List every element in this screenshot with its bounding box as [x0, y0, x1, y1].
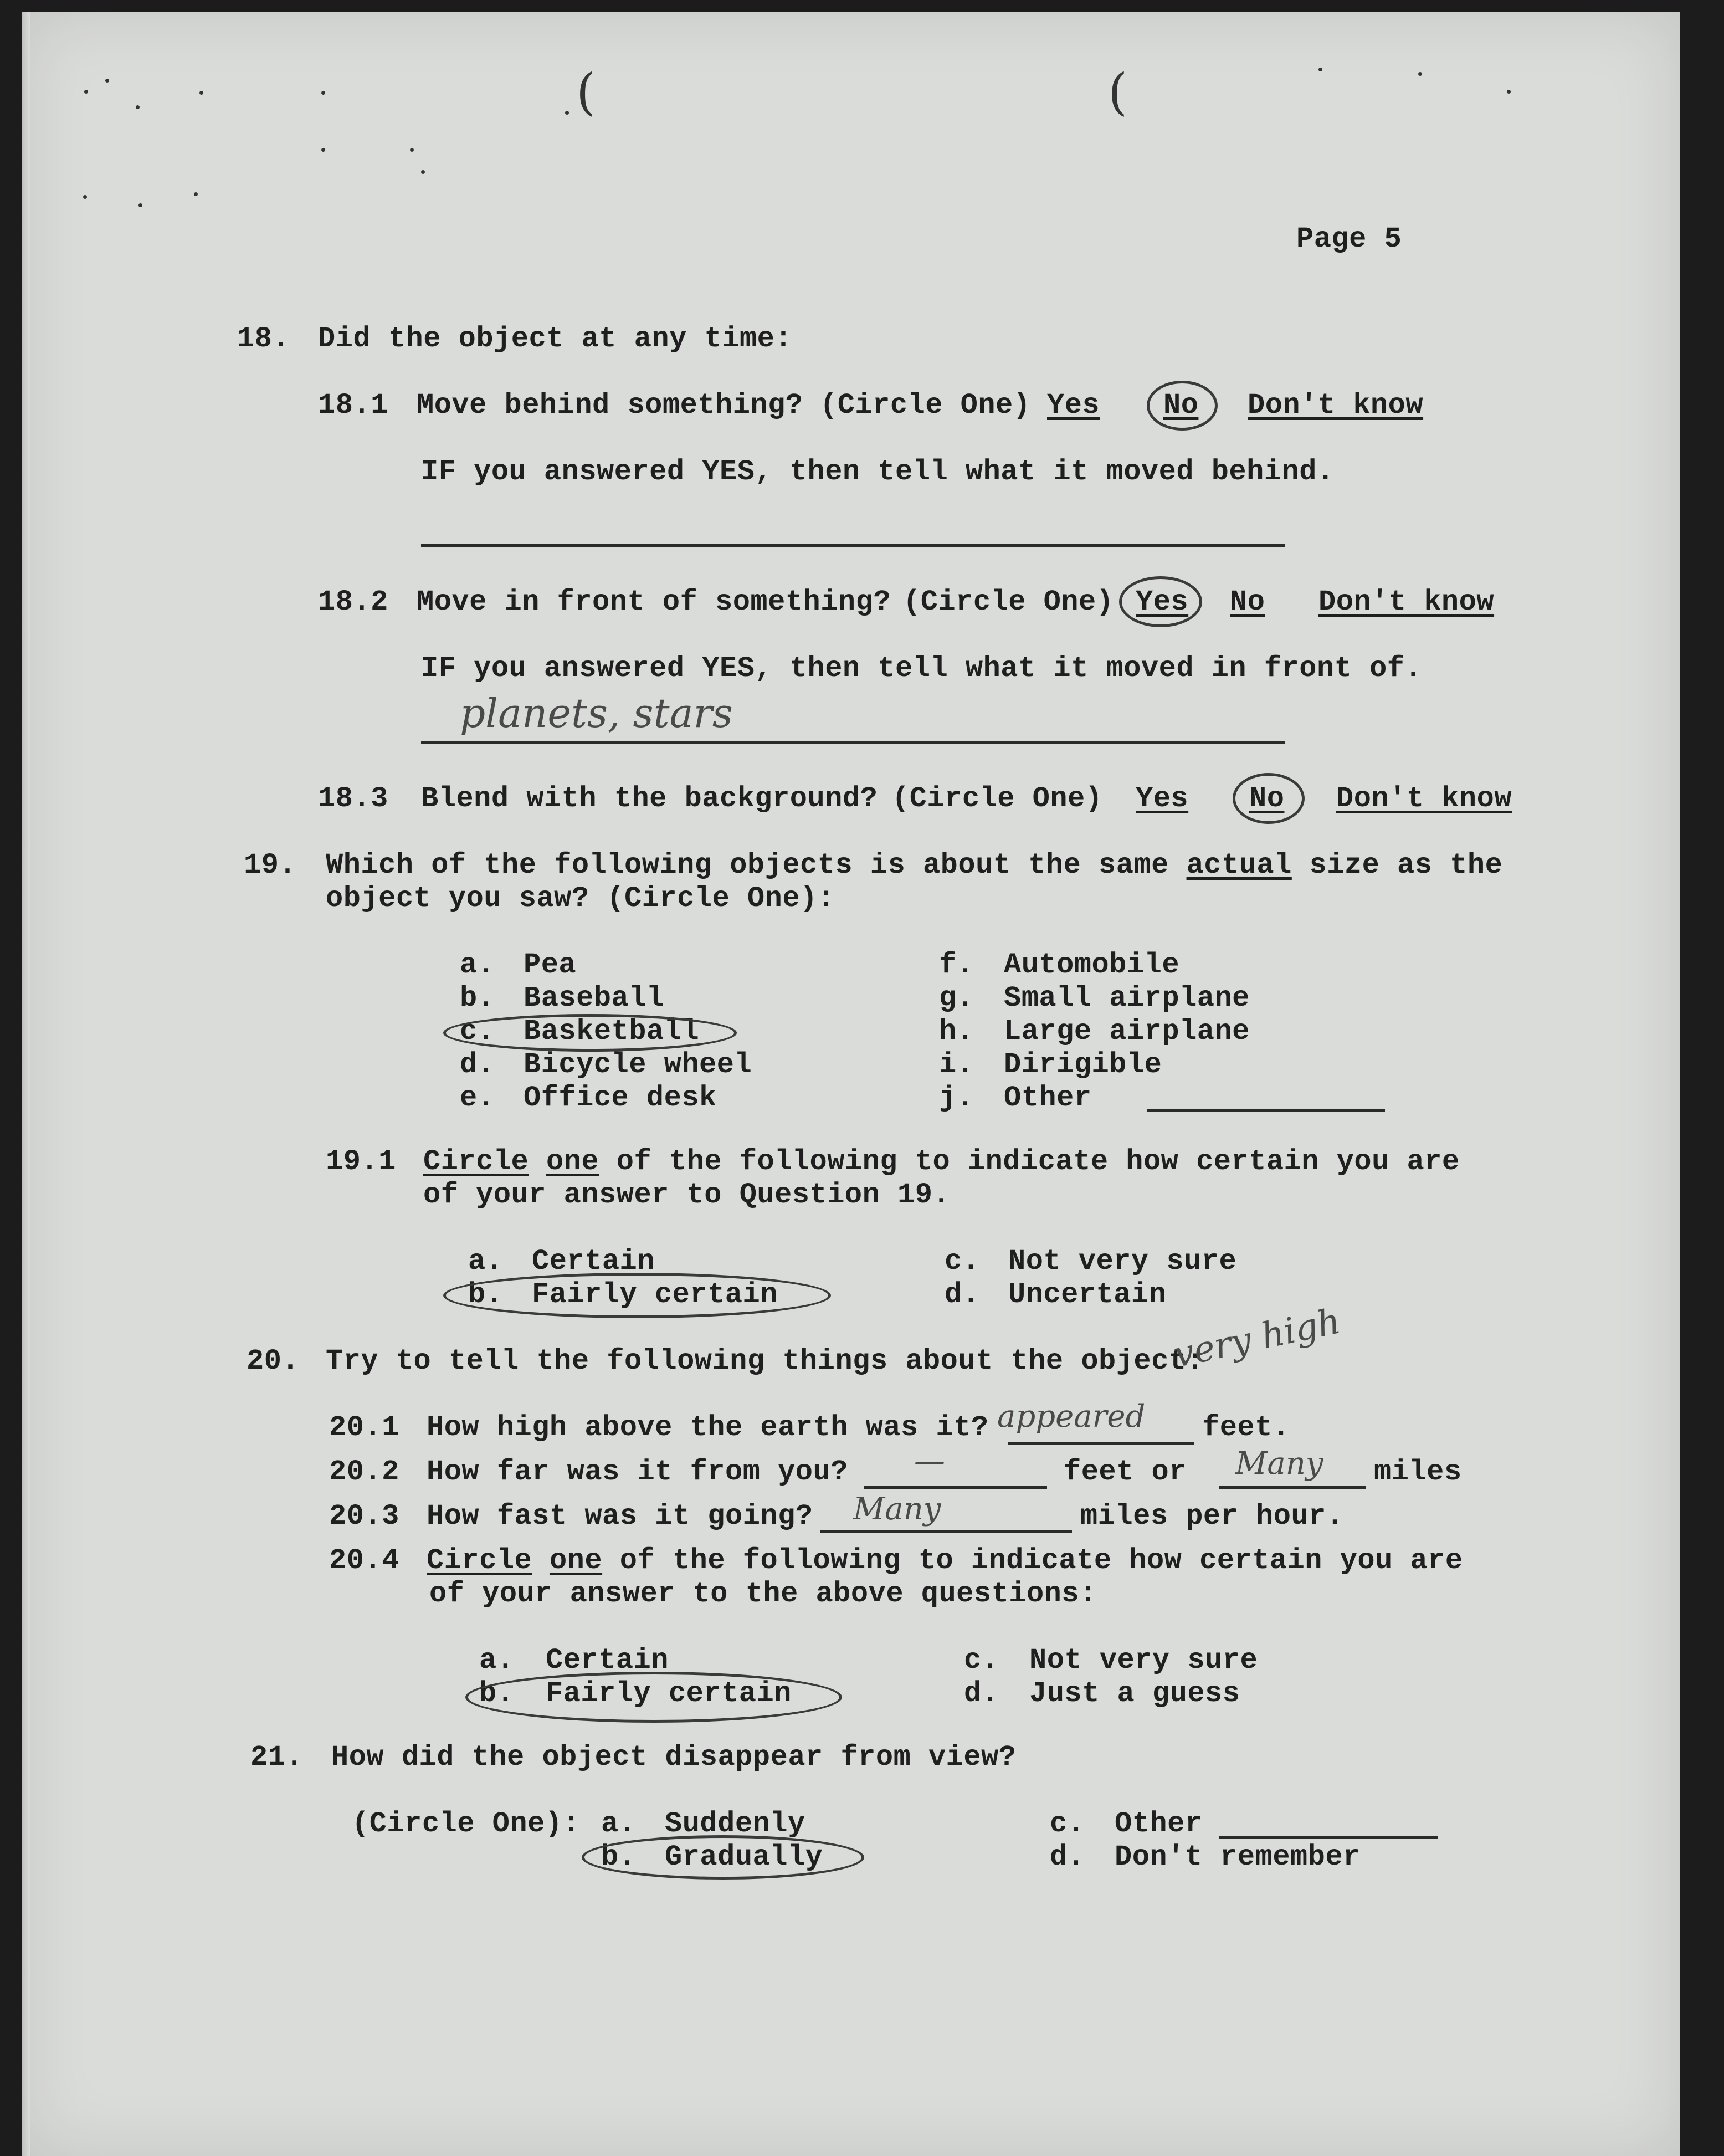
- page-edge-shadow: [22, 12, 30, 2156]
- speck-mark: [565, 111, 569, 115]
- q20-2-number: 20.2: [329, 1456, 399, 1488]
- q18-2-number: 18.2: [318, 586, 388, 618]
- paren-mark: (: [1108, 63, 1128, 121]
- q19-1-line1-rest: of the following to indicate how certain you are: [616, 1145, 1460, 1178]
- speck-mark: [199, 91, 203, 95]
- q20-4-answer-circle: [465, 1672, 842, 1723]
- q19-option-i-label[interactable]: Dirigible: [1004, 1048, 1162, 1081]
- q21-option-a-letter: a.: [601, 1807, 637, 1840]
- speck-mark: [83, 195, 87, 199]
- q21-option-c-letter: c.: [1050, 1807, 1085, 1840]
- q20-1-handwritten: appeared: [997, 1399, 1146, 1435]
- speck-mark: [1318, 68, 1322, 71]
- q18-3-number: 18.3: [318, 782, 388, 815]
- q19-1-number: 19.1: [326, 1145, 396, 1178]
- q19-1-option-b-letter: b.: [468, 1278, 504, 1311]
- q21-option-b-letter: b.: [601, 1841, 637, 1873]
- q20-1-unit: feet.: [1202, 1411, 1290, 1444]
- q19-option-a-letter: a.: [460, 949, 495, 981]
- q19-option-h-letter: h.: [939, 1015, 974, 1048]
- q20-4-underlined-one: one: [549, 1544, 603, 1577]
- q19-option-e-letter: e.: [460, 1082, 495, 1114]
- q18-text: Did the object at any time:: [318, 322, 793, 355]
- q20-2-handwritten-feet: —: [914, 1443, 945, 1479]
- q19-option-i-letter: i.: [939, 1048, 974, 1081]
- speck-mark: [1507, 90, 1511, 94]
- q20-3-answer-line[interactable]: [820, 1530, 1072, 1533]
- q20-2-text: How far was it from you?: [427, 1456, 848, 1488]
- q19-option-e-label[interactable]: Office desk: [524, 1082, 717, 1114]
- q20-2-unit: miles: [1374, 1456, 1462, 1488]
- speck-mark: [321, 91, 325, 95]
- q19-1-line2: of your answer to Question 19.: [423, 1179, 951, 1211]
- page-label: Page 5: [1296, 223, 1402, 255]
- q19-1-option-a-letter: a.: [468, 1245, 504, 1278]
- q18-3-option-dont-know[interactable]: Don't know: [1336, 782, 1512, 815]
- q18-1-text: Move behind something?: [417, 389, 803, 422]
- q21-answer-circle: [582, 1835, 864, 1880]
- q20-4-option-a-label[interactable]: Certain: [546, 1644, 669, 1677]
- q20-4-option-c-label[interactable]: Not very sure: [1029, 1644, 1258, 1677]
- q19-1-option-d-letter: d.: [945, 1278, 980, 1311]
- q20-number: 20.: [247, 1345, 300, 1377]
- q20-4-option-b-label[interactable]: Fairly certain: [546, 1677, 792, 1710]
- q20-3-text: How fast was it going?: [427, 1500, 813, 1533]
- q18-2-followup: IF you answered YES, then tell what it moved in front of.: [421, 652, 1423, 685]
- speck-mark: [321, 148, 325, 152]
- q18-1-option-dont-know[interactable]: Don't know: [1248, 389, 1424, 422]
- speck-mark: [410, 148, 414, 152]
- q18-1-answer-line[interactable]: [421, 544, 1285, 547]
- q19-option-h-label[interactable]: Large airplane: [1004, 1015, 1250, 1048]
- q21-option-d-letter: d.: [1050, 1841, 1085, 1873]
- q21-option-a-label[interactable]: Suddenly: [665, 1807, 805, 1840]
- q18-1-option-no[interactable]: No: [1163, 389, 1199, 422]
- q19-1-option-b-label[interactable]: Fairly certain: [532, 1278, 778, 1311]
- q20-3-unit: miles per hour.: [1080, 1500, 1344, 1533]
- q20-4-line1-rest: of the following to indicate how certain you are: [619, 1544, 1463, 1577]
- q19-1-option-d-label[interactable]: Uncertain: [1008, 1278, 1167, 1311]
- q20-handwritten-note: very high: [1170, 1300, 1345, 1376]
- q20-2-feet-line[interactable]: [864, 1486, 1047, 1489]
- q20-4-option-c-letter: c.: [964, 1644, 999, 1677]
- q20-4-underlined-circle: Circle: [427, 1544, 532, 1577]
- q18-2-answer-line[interactable]: [421, 741, 1285, 744]
- q20-1-number: 20.1: [329, 1411, 399, 1444]
- speck-mark: [1418, 72, 1422, 76]
- q18-3-circle-one: (Circle One): [892, 782, 1103, 815]
- q19-option-c-label[interactable]: Basketball: [524, 1015, 700, 1048]
- q20-4-option-d-label[interactable]: Just a guess: [1029, 1677, 1240, 1710]
- q19-answer-circle: [443, 1014, 737, 1052]
- q20-1-answer-line[interactable]: [1008, 1442, 1194, 1445]
- q20-3-handwritten: Many: [853, 1491, 941, 1527]
- speck-mark: [138, 203, 142, 207]
- q19-option-a-label[interactable]: Pea: [524, 949, 577, 981]
- q19-1-option-c-label[interactable]: Not very sure: [1008, 1245, 1237, 1278]
- speck-mark: [105, 79, 109, 83]
- q21-option-c-label[interactable]: Other: [1115, 1807, 1203, 1840]
- q18-2-option-no[interactable]: No: [1230, 586, 1265, 618]
- q19-line2: object you saw? (Circle One):: [326, 882, 835, 915]
- q18-2-circle-one: (Circle One): [903, 586, 1114, 618]
- speck-mark: [136, 105, 140, 109]
- q20-4-number: 20.4: [329, 1544, 399, 1577]
- q18-2-option-yes[interactable]: Yes: [1136, 586, 1189, 618]
- q20-3-number: 20.3: [329, 1500, 399, 1533]
- q20-4-option-a-letter: a.: [479, 1644, 515, 1677]
- q19-line1-post: size as the: [1309, 849, 1503, 882]
- q18-1-followup: IF you answered YES, then tell what it moved behind.: [421, 455, 1335, 488]
- q20-1-text: How high above the earth was it?: [427, 1411, 989, 1444]
- q18-1-answer-circle: [1147, 381, 1218, 431]
- q18-2-handwritten-answer: planets, stars: [460, 690, 733, 736]
- q21-option-d-label[interactable]: Don't remember: [1115, 1841, 1361, 1873]
- q21-circle-one: (Circle One):: [352, 1807, 581, 1840]
- q18-3-option-yes[interactable]: Yes: [1136, 782, 1189, 815]
- q20-4-option-d-letter: d.: [964, 1677, 999, 1710]
- q19-option-d-letter: d.: [460, 1048, 495, 1081]
- q18-1-circle-one: (Circle One): [820, 389, 1031, 422]
- q19-other-line[interactable]: [1147, 1109, 1385, 1112]
- q19-line1-pre: Which of the following objects is about the same: [326, 849, 1169, 882]
- q19-option-f-label[interactable]: Automobile: [1004, 949, 1180, 981]
- q19-1-line1: [423, 1145, 1460, 1179]
- q18-2-answer-circle: [1119, 576, 1202, 627]
- q19-option-j-letter: j.: [939, 1082, 974, 1114]
- q18-3-option-no[interactable]: No: [1249, 782, 1285, 815]
- q21-number: 21.: [250, 1741, 304, 1774]
- speck-mark: [194, 192, 198, 196]
- q18-2-option-dont-know[interactable]: Don't know: [1318, 586, 1495, 618]
- q19-option-b-label[interactable]: Baseball: [524, 982, 664, 1015]
- q19-option-c-letter: c.: [460, 1015, 495, 1048]
- q20-4-option-b-letter: b.: [479, 1677, 515, 1710]
- q21-option-b-label[interactable]: Gradually: [665, 1841, 823, 1873]
- q20-4-line1: [427, 1544, 1463, 1578]
- q19-line1-underlined: actual: [1186, 849, 1292, 882]
- q20-2-handwritten-miles: Many: [1235, 1446, 1323, 1482]
- q19-option-b-letter: b.: [460, 982, 495, 1015]
- speck-mark: [421, 170, 425, 174]
- q19-1-answer-circle: [443, 1273, 831, 1318]
- q19-1-underlined-one: one: [546, 1145, 599, 1178]
- q21-text: How did the object disappear from view?: [331, 1741, 1017, 1774]
- q19-option-d-label[interactable]: Bicycle wheel: [524, 1048, 752, 1081]
- q19-1-option-c-letter: c.: [945, 1245, 980, 1278]
- q18-number: 18.: [237, 322, 290, 355]
- q20-2-miles-line[interactable]: [1219, 1486, 1366, 1489]
- q19-1-option-a-label[interactable]: Certain: [532, 1245, 655, 1278]
- q18-2-text: Move in front of something?: [417, 586, 891, 618]
- q18-1-option-yes[interactable]: Yes: [1047, 389, 1100, 422]
- q19-number: 19.: [244, 849, 297, 882]
- speck-mark: [84, 90, 88, 94]
- q18-1-number: 18.1: [318, 389, 388, 422]
- q19-option-g-label[interactable]: Small airplane: [1004, 982, 1250, 1015]
- q20-4-line2: of your answer to the above questions:: [429, 1578, 1097, 1610]
- paren-mark: (: [576, 63, 596, 121]
- form-page: [22, 12, 1680, 2156]
- q18-3-text: Blend with the background?: [421, 782, 878, 815]
- q20-text: Try to tell the following things about the object:: [326, 1345, 1204, 1377]
- q19-line1: [326, 849, 1502, 882]
- q20-2-feet-or: feet or: [1064, 1456, 1187, 1488]
- q19-option-g-letter: g.: [939, 982, 974, 1015]
- q21-other-line[interactable]: [1219, 1836, 1438, 1839]
- q18-3-answer-circle: [1233, 773, 1305, 824]
- q19-option-f-letter: f.: [939, 949, 974, 981]
- q19-option-j-label[interactable]: Other: [1004, 1082, 1092, 1114]
- q19-1-underlined-circle: Circle: [423, 1145, 529, 1178]
